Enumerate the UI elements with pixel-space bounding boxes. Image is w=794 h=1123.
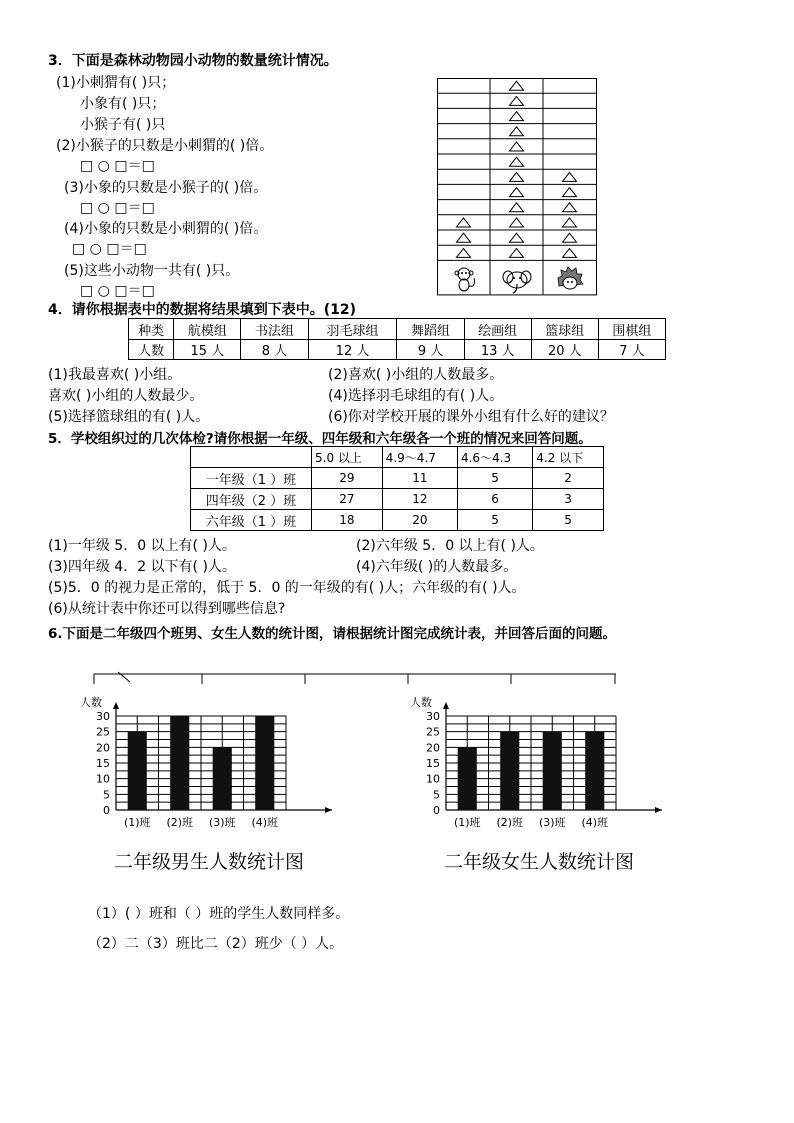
y-tick-label: 25: [96, 725, 110, 739]
table-cell: 5: [457, 510, 532, 531]
triangle-mark: [510, 142, 524, 151]
table-cell: 8 人: [241, 340, 308, 360]
triangle-mark: [563, 203, 577, 212]
table-cell: 羽毛球组: [308, 319, 397, 340]
q4-title: 4．请你根据表中的数据将结果填到下表中。(12): [48, 302, 357, 318]
table-cell: 4.6～4.3: [457, 447, 532, 468]
y-tick-label: 5: [433, 788, 440, 802]
triangle-mark: [563, 233, 577, 242]
x-tick-label: (3)班: [208, 816, 236, 829]
q5-table: [190, 446, 604, 531]
table-cell: 篮球组: [531, 319, 598, 340]
table-cell: 六年级（1 ）班: [191, 510, 312, 531]
q6-answer-2: （2）二（3）班比二（2）班少（ ）人。: [88, 936, 344, 952]
q6-title: 6.下面是二年级四个班男、女生人数的统计图，请根据统计图完成统计表，并回答后面的问题。: [48, 626, 617, 642]
triangle-mark: [510, 112, 524, 121]
girls-bar-chart: [400, 690, 680, 880]
x-tick-label: (4)班: [581, 816, 609, 829]
table-row: [191, 489, 604, 510]
table-cell: 围棋组: [598, 319, 665, 340]
q3-equation-3: □ ○ □＝□: [72, 241, 147, 257]
table-cell: 13 人: [464, 340, 531, 360]
table-row: [191, 510, 604, 531]
table-cell: 人数: [129, 340, 174, 360]
q4-answer-3: 喜欢( )小组的人数最少。: [48, 388, 204, 404]
table-row: [129, 340, 666, 360]
q3-line-6: (4)小象的只数是小刺猬的( )倍。: [64, 221, 268, 237]
table-cell: 4.2 以下: [533, 447, 604, 468]
x-tick-label: (2)班: [496, 816, 524, 829]
y-tick-label: 15: [96, 757, 110, 770]
y-tick-label: 0: [103, 804, 110, 817]
triangle-mark: [510, 96, 524, 105]
q5-title: 5．学校组织过的几次体检?请你根据一年级、四年级和六年级各一个班的情况来回答问题。: [48, 431, 592, 447]
bar: [585, 732, 604, 810]
chart-title: 二年级男生人数统计图: [113, 851, 305, 873]
y-tick-label: 0: [433, 804, 440, 817]
table-cell: 20: [382, 510, 457, 531]
q3-line-3: 小猴子有( )只: [80, 117, 166, 133]
q4-table: [128, 318, 666, 360]
table-cell: 书法组: [241, 319, 308, 340]
table-cell: 3: [533, 489, 604, 510]
triangle-mark: [510, 233, 524, 242]
table-cell: 7 人: [598, 340, 665, 360]
q3-line-4: (2)小猴子的只数是小刺猬的( )倍。: [56, 138, 274, 154]
q5-answer-2: (2)六年级 5．0 以上有( )人。: [356, 538, 544, 554]
triangle-mark: [510, 218, 524, 227]
elephant-icon: [503, 271, 531, 293]
table-cell: 四年级（2 ）班: [191, 489, 312, 510]
x-tick-label: (1)班: [123, 816, 151, 829]
table-cell: 12: [382, 489, 457, 510]
y-tick-label: 15: [426, 757, 440, 770]
q3-title: 3．下面是森林动物园小动物的数量统计情况。: [48, 53, 338, 69]
q3-line-7: (5)这些小动物一共有( )只。: [64, 263, 240, 279]
bar: [128, 732, 147, 810]
triangle-mark: [510, 188, 524, 197]
table-cell: [191, 447, 312, 468]
q6-answer-1: （1）( ）班和（ ）班的学生人数同样多。: [88, 906, 350, 922]
y-axis-label: 人数: [80, 696, 102, 709]
y-tick-label: 20: [426, 741, 440, 755]
table-cell: 18: [312, 510, 383, 531]
y-tick-label: 5: [103, 788, 110, 802]
triangle-mark: [510, 172, 524, 181]
triangle-mark: [510, 127, 524, 136]
y-tick-label: 30: [96, 710, 110, 723]
q3-equation-1: □ ○ □＝□: [80, 158, 155, 174]
table-cell: 种类: [129, 319, 174, 340]
bar: [255, 716, 274, 810]
triangle-mark: [510, 203, 524, 212]
x-tick-label: (3)班: [538, 816, 566, 829]
bar: [170, 716, 189, 810]
q3-line-1: (1)小刺猬有( )只；: [56, 75, 176, 91]
triangle-mark: [510, 81, 524, 90]
q6-blank-table-frame: [90, 664, 620, 686]
y-tick-label: 30: [426, 710, 440, 723]
triangle-mark: [510, 157, 524, 166]
q3-line-5: (3)小象的只数是小猴子的( )倍。: [64, 180, 268, 196]
x-tick-label: (2)班: [166, 816, 194, 829]
q5-answer-3: (3)四年级 4．2 以下有( )人。: [48, 559, 236, 575]
triangle-mark: [457, 218, 471, 227]
hedgehog-icon: [558, 267, 583, 289]
x-tick-label: (1)班: [453, 816, 481, 829]
q5-answer-6: (6)从统计表中你还可以得到哪些信息?: [48, 601, 286, 617]
q4-answer-6: (6)你对学校开展的课外小组有什么好的建议？: [328, 409, 614, 425]
table-cell: 5.0 以上: [312, 447, 383, 468]
table-row: [191, 447, 604, 468]
table-cell: 12 人: [308, 340, 397, 360]
table-cell: 5: [533, 510, 604, 531]
q4-answer-5: (5)选择篮球组的有( )人。: [48, 409, 210, 425]
y-tick-label: 10: [96, 772, 110, 786]
bar: [543, 732, 562, 810]
table-cell: 绘画组: [464, 319, 531, 340]
table-cell: 15 人: [174, 340, 241, 360]
triangle-mark: [563, 172, 577, 181]
q4-answer-2: (2)喜欢( )小组的人数最多。: [328, 367, 504, 383]
table-row: [129, 319, 666, 340]
y-axis-label: 人数: [410, 696, 432, 709]
q5-answer-4: (4)六年级( )的人数最多。: [356, 559, 518, 575]
q4-answer-1: (1)我最喜欢( )小组。: [48, 367, 182, 383]
table-cell: 航模组: [174, 319, 241, 340]
q4-answer-4: (4)选择羽毛球组的有( )人。: [328, 388, 504, 404]
chart-title: 二年级女生人数统计图: [443, 851, 635, 873]
x-tick-label: (4)班: [251, 816, 279, 829]
q5-answer-1: (1)一年级 5．0 以上有( )人。: [48, 538, 236, 554]
triangle-mark: [563, 248, 577, 257]
y-tick-label: 20: [96, 741, 110, 755]
bar: [500, 732, 519, 810]
table-row: [191, 468, 604, 489]
table-cell: 一年级（1 ）班: [191, 468, 312, 489]
triangle-mark: [510, 248, 524, 257]
boys-bar-chart: [70, 690, 340, 880]
y-tick-label: 25: [426, 725, 440, 739]
triangle-mark: [563, 188, 577, 197]
y-tick-label: 10: [426, 772, 440, 786]
table-cell: 20 人: [531, 340, 598, 360]
bar: [213, 747, 232, 810]
table-cell: 9 人: [397, 340, 464, 360]
bar: [458, 747, 477, 810]
table-cell: 11: [382, 468, 457, 489]
table-cell: 6: [457, 489, 532, 510]
triangle-mark: [457, 248, 471, 257]
table-cell: 5: [457, 468, 532, 489]
table-cell: 舞蹈组: [397, 319, 464, 340]
table-cell: 29: [312, 468, 383, 489]
animal-pictograph: [437, 78, 597, 296]
triangle-mark: [563, 218, 577, 227]
q3-equation-4: □ ○ □＝□: [80, 283, 155, 299]
table-cell: 2: [533, 468, 604, 489]
triangle-mark: [457, 233, 471, 242]
table-cell: 27: [312, 489, 383, 510]
q3-line-2: 小象有( )只；: [80, 96, 166, 112]
q5-answer-5: (5)5．0 的视力是正常的，低于 5．0 的一年级的有( )人；六年级的有( )人。: [48, 580, 526, 596]
monkey-icon: [455, 268, 474, 291]
q3-equation-2: □ ○ □＝□: [80, 200, 155, 216]
table-cell: 4.9～4.7: [382, 447, 457, 468]
